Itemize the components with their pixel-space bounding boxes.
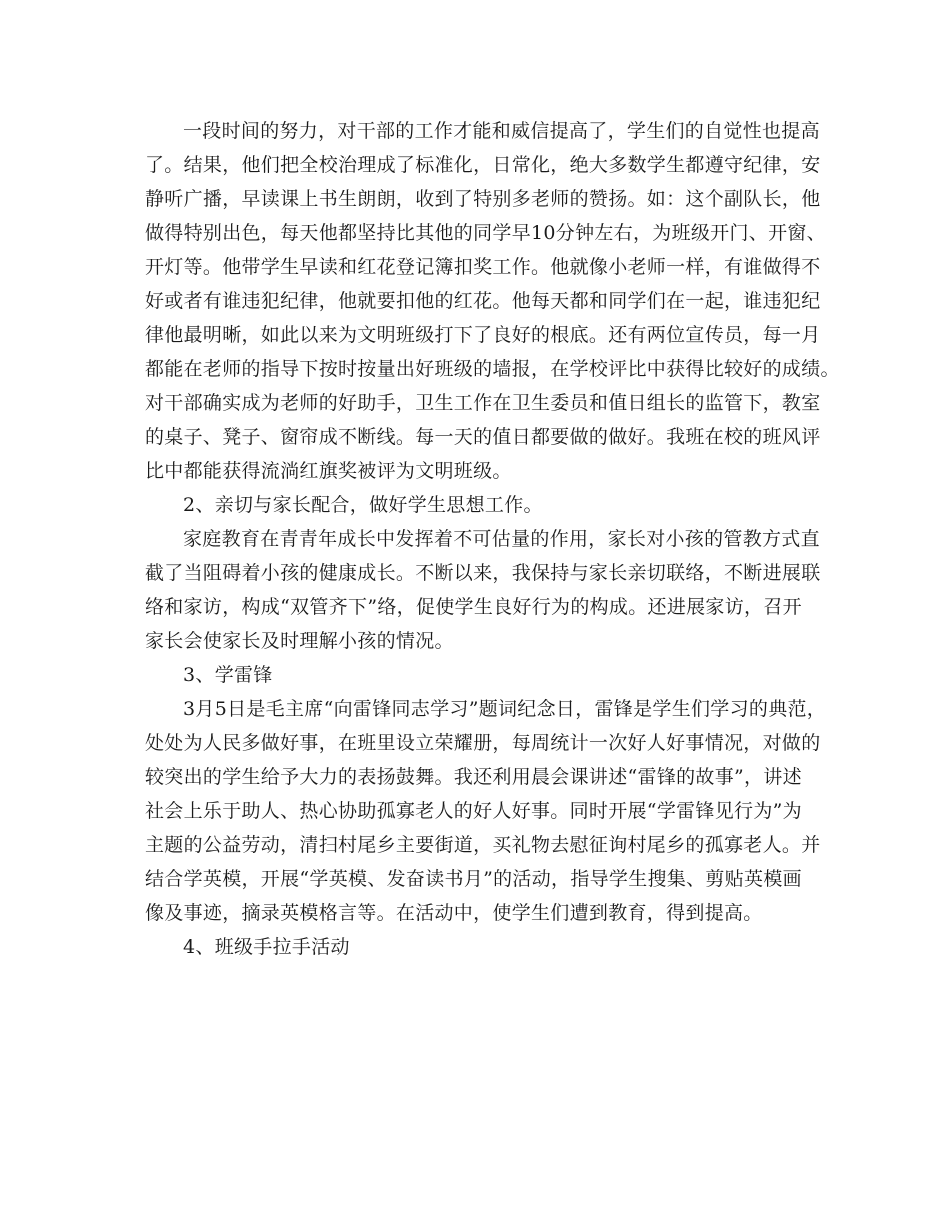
text-line-19: 处处为人民多做好事，在班里设立荣耀册，每周统计一次好人好事情况，对做的: [145, 732, 821, 754]
text-line-18: 3月5日是毛主席“向雷锋同志学习”题词纪念日，雷锋是学生们学习的典范，: [183, 698, 827, 720]
text-line-7: 律他最明晰，如此以来为文明班级打下了良好的根底。还有两位宣传员，每一月: [145, 324, 821, 346]
text-line-14: 截了当阻碍着小孩的健康成长。不断以来，我保持与家长亲切联络，不断进展联: [145, 562, 821, 584]
text-line-1: 一段时间的努力，对干部的工作才能和威信提高了，学生们的自觉性也提高: [183, 120, 820, 142]
text-line-9: 对干部确实成为老师的好助手，卫生工作在卫生委员和值日组长的监管下，教室: [145, 392, 821, 414]
text-line-4: 做得特别出色，每天他都坚持比其他的同学早10分钟左右，为班级开门、开窗、: [145, 222, 826, 244]
text-line-23: 结合学英模，开展“学英模、发奋读书月”的活动，指导学生搜集、剪贴英模画: [145, 868, 802, 890]
text-line-24: 像及事迹，摘录英模格言等。在活动中，使学生们遭到教育，得到提高。: [145, 902, 763, 924]
text-line-13: 家庭教育在青青年成长中发挥着不可估量的作用，家长对小孩的管教方式直: [183, 528, 820, 550]
text-line-10: 的桌子、凳子、窗帘成不断线。每一天的值日都要做的做好。我班在校的班风评: [145, 426, 821, 448]
text-line-20: 较突出的学生给予大力的表扬鼓舞。我还利用晨会课讲述“雷锋的故事”，讲述: [145, 766, 802, 788]
section-heading-2: 2、亲切与家长配合，做好学生思想工作。: [183, 494, 543, 516]
text-line-3: 静听广播，早读课上书生朗朗，收到了特别多老师的赞扬。如：这个副队长，他: [145, 188, 821, 210]
text-line-11: 比中都能获得流淌红旗奖被评为文明班级。: [145, 460, 512, 482]
text-line-21: 社会上乐于助人、热心协助孤寡老人的好人好事。同时开展“学雷锋见行为”为: [145, 800, 802, 822]
section-heading-4: 4、班级手拉手活动: [183, 936, 350, 958]
text-line-8: 都能在老师的指导下按时按量出好班级的墙报，在学校评比中获得比较好的成绩。: [145, 358, 840, 380]
text-line-16: 家长会使家长及时理解小孩的情况。: [145, 630, 454, 652]
text-line-6: 好或者有谁违犯纪律，他就要扣他的红花。他每天都和同学们在一起，谁违犯纪: [145, 290, 821, 312]
text-line-5: 开灯等。他带学生早读和红花登记簿扣奖工作。他就像小老师一样，有谁做得不: [145, 256, 821, 278]
text-line-15: 络和家访，构成“双管齐下”络，促使学生良好行为的构成。还进展家访，召开: [145, 596, 802, 618]
text-line-22: 主题的公益劳动，清扫村尾乡主要街道，买礼物去慰征询村尾乡的孤寡老人。并: [145, 834, 821, 856]
section-heading-3: 3、学雷锋: [183, 664, 273, 686]
document-body: [145, 114, 840, 964]
text-line-2: 了。结果，他们把全校治理成了标准化，日常化，绝大多数学生都遵守纪律，安: [145, 154, 821, 176]
